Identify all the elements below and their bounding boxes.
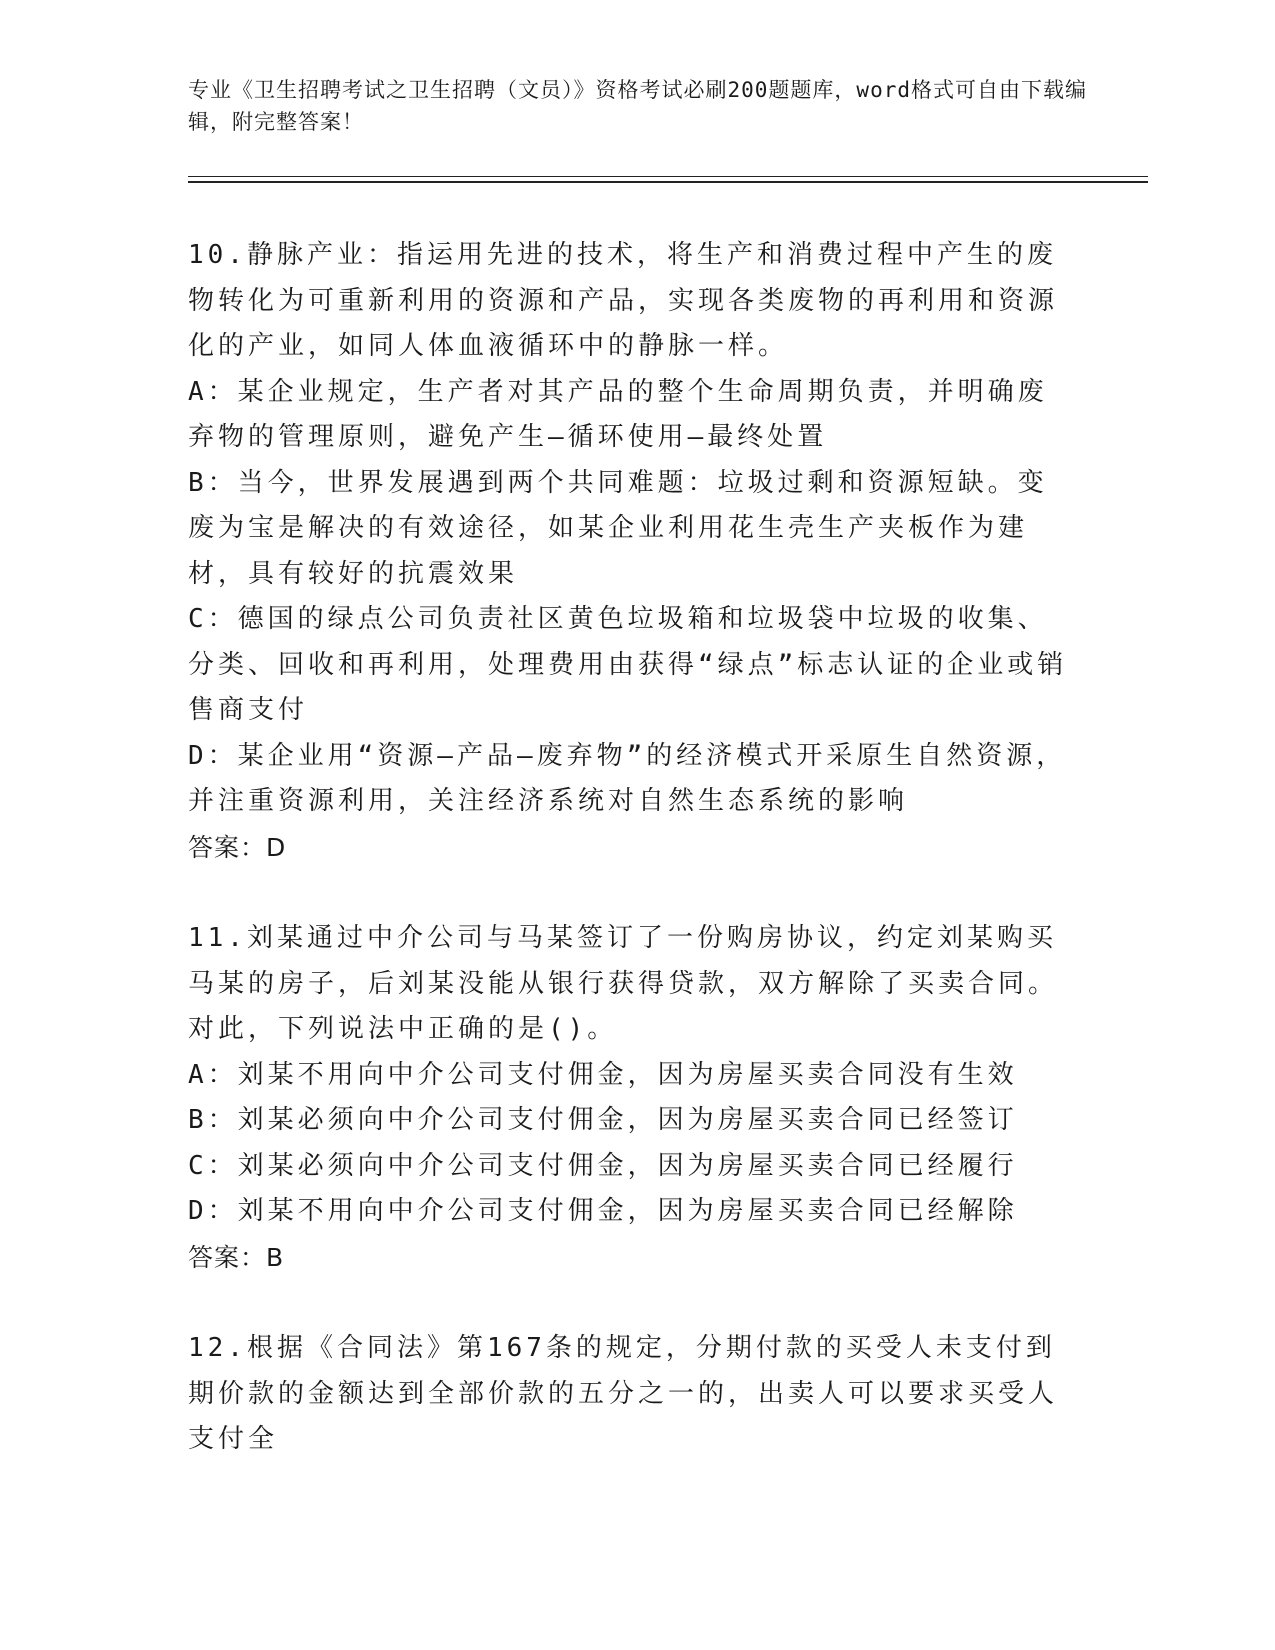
option-a: A：某企业规定，生产者对其产品的整个生命周期负责，并明确废弃物的管理原则，避免产生—循环使用—最终处置 [188, 376, 1048, 452]
question-stem: 11.刘某通过中介公司与马某签订了一份购房协议，约定刘某购买马某的房子，后刘某没能从银行获得贷款，双方解除了买卖合同。对此，下列说法中正确的是()。 [188, 923, 1059, 1044]
question-11 [188, 916, 1068, 1280]
option-b: B：刘某必须向中介公司支付佣金，因为房屋买卖合同已经签订 [188, 1105, 1018, 1135]
header-divider-thick [188, 181, 1148, 183]
answer-label: 答案：D [188, 832, 287, 862]
answer-label: 答案：B [188, 1242, 285, 1272]
option-c: C：刘某必须向中介公司支付佣金，因为房屋买卖合同已经履行 [188, 1150, 1018, 1181]
option-c: C：德国的绿点公司负责社区黄色垃圾箱和垃圾袋中垃圾的收集、分类、回收和再利用，处理费用由获得“绿点”标志认证的企业或销售商支付 [188, 604, 1068, 725]
option-d: D：某企业用“资源—产品—废弃物”的经济模式开采原生自然资源，并注重资源利用，关注经济系统对自然生态系统的影响 [188, 740, 1067, 816]
question-stem: 12.根据《合同法》第167条的规定，分期付款的买受人未支付到期价款的金额达到全部价款的五分之一的，出卖人可以要求买受人支付全 [188, 1333, 1059, 1454]
header-divider-thin [188, 176, 1148, 177]
question-list [188, 233, 1068, 1509]
question-10 [188, 233, 1068, 870]
document-header: 专业《卫生招聘考试之卫生招聘（文员）》资格考试必刷200题题库，word格式可自由下载编辑，附完整答案！ [188, 78, 1087, 134]
option-b: B：当今，世界发展遇到两个共同难题：垃圾过剩和资源短缺。变废为宝是解决的有效途径，如某企业利用花生壳生产夹板作为建材，具有较好的抗震效果 [188, 467, 1048, 589]
option-a: A：刘某不用向中介公司支付佣金，因为房屋买卖合同没有生效 [188, 1059, 1018, 1090]
option-d: D：刘某不用向中介公司支付佣金，因为房屋买卖合同已经解除 [188, 1196, 1018, 1226]
question-12 [188, 1326, 1068, 1463]
question-stem: 10.静脉产业：指运用先进的技术，将生产和消费过程中产生的废物转化为可重新利用的资源和产品，实现各类废物的再利用和资源化的产业，如同人体血液循环中的静脉一样。 [188, 240, 1059, 361]
